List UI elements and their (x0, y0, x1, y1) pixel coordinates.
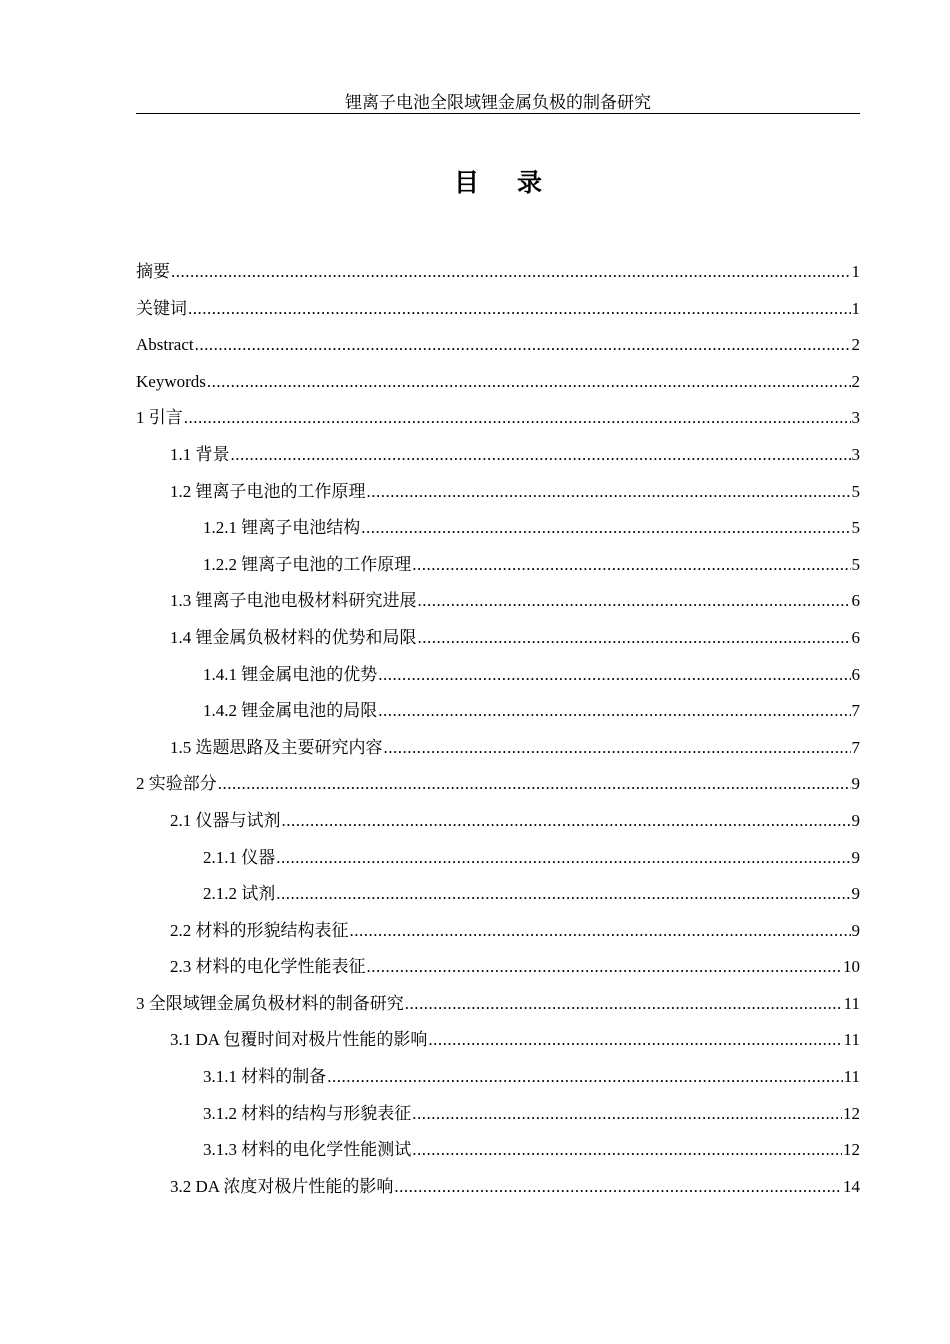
toc-entry[interactable] (136, 1096, 860, 1133)
toc-entry[interactable] (136, 583, 860, 620)
toc-entry-title: 2.1 仪器与试剂 (170, 810, 281, 830)
dot-leader (412, 547, 850, 584)
toc-entry-title: 1.5 选题思路及主要研究内容 (170, 737, 383, 757)
toc-entry[interactable] (136, 840, 860, 877)
toc-entry[interactable] (136, 1022, 860, 1059)
toc-entry[interactable] (136, 1059, 860, 1096)
toc-entry-page-number: 14 (843, 1176, 860, 1196)
toc-entry-page-number: 5 (851, 481, 860, 501)
toc-entry-title: 3.1.3 材料的电化学性能测试 (203, 1140, 412, 1160)
toc-entry-page-number: 2 (851, 335, 860, 355)
toc-entry-title: 2.2 材料的形貌结构表征 (170, 920, 349, 940)
toc-entry-title: 1.2.2 锂离子电池的工作原理 (203, 554, 412, 574)
table-of-contents (136, 254, 860, 1205)
dot-leader (207, 364, 851, 401)
toc-entry-title: 3.1 DA 包覆时间对极片性能的影响 (170, 1030, 428, 1050)
dot-leader (195, 327, 851, 364)
toc-entry-title: 2.1.1 仪器 (203, 847, 276, 867)
dot-leader (327, 1059, 842, 1096)
toc-entry-title: 摘要 (136, 262, 170, 281)
toc-entry-title: 2 实验部分 (136, 774, 217, 794)
dot-leader (418, 620, 851, 657)
toc-entry-title: 1.3 锂离子电池电极材料研究进展 (170, 591, 417, 611)
toc-entry[interactable] (136, 364, 860, 401)
toc-entry-title: 1.4.2 锂金属电池的局限 (203, 701, 378, 721)
toc-entry-page-number: 12 (843, 1103, 860, 1123)
toc-entry-title: 2.1.2 试剂 (203, 884, 276, 904)
toc-entry[interactable] (136, 547, 860, 584)
dot-leader (282, 803, 851, 840)
toc-entry-page-number: 9 (851, 774, 860, 794)
toc-entry[interactable] (136, 510, 860, 547)
toc-entry-title: 1.1 背景 (170, 444, 230, 464)
toc-entry-page-number: 3 (851, 444, 860, 464)
dot-leader (184, 400, 851, 437)
dot-leader (384, 730, 851, 767)
toc-entry-page-number: 6 (851, 627, 860, 647)
toc-entry-title: Keywords (136, 371, 206, 391)
dot-leader (218, 766, 851, 803)
dot-leader (412, 1096, 842, 1133)
dot-leader (428, 1022, 842, 1059)
toc-entry-page-number: 2 (851, 371, 860, 391)
toc-entry-page-number: 11 (843, 993, 860, 1013)
dot-leader (412, 1132, 842, 1169)
toc-entry[interactable] (136, 1169, 860, 1206)
header-rule (136, 113, 860, 114)
toc-entry-title: 3 全限域锂金属负极材料的制备研究 (136, 993, 404, 1013)
dot-leader (378, 657, 850, 694)
dot-leader (276, 840, 850, 877)
toc-entry-page-number: 9 (851, 884, 860, 904)
toc-entry-page-number: 6 (851, 664, 860, 684)
toc-entry[interactable] (136, 400, 860, 437)
dot-leader (188, 291, 851, 328)
toc-entry-title: 1.2.1 锂离子电池结构 (203, 518, 361, 538)
toc-entry[interactable] (136, 803, 860, 840)
toc-entry-title: 3.2 DA 浓度对极片性能的影响 (170, 1176, 394, 1196)
dot-leader (378, 693, 850, 730)
dot-leader (367, 474, 851, 511)
toc-entry[interactable] (136, 693, 860, 730)
toc-entry[interactable] (136, 254, 860, 291)
toc-entry[interactable] (136, 327, 860, 364)
toc-entry-page-number: 11 (843, 1067, 860, 1087)
toc-entry[interactable] (136, 1132, 860, 1169)
dot-leader (276, 876, 850, 913)
toc-entry-title: 1.2 锂离子电池的工作原理 (170, 481, 366, 501)
toc-entry-page-number: 10 (843, 957, 860, 977)
toc-entry-title: 1.4 锂金属负极材料的优势和局限 (170, 627, 417, 647)
toc-entry[interactable] (136, 913, 860, 950)
toc-entry-title: 3.1.1 材料的制备 (203, 1067, 327, 1087)
toc-entry-title: 1 引言 (136, 408, 183, 428)
toc-entry-page-number: 12 (843, 1140, 860, 1160)
toc-entry[interactable] (136, 986, 860, 1023)
dot-leader (361, 510, 850, 547)
toc-entry-page-number: 6 (851, 591, 860, 611)
toc-entry[interactable] (136, 766, 860, 803)
toc-entry-page-number: 9 (851, 847, 860, 867)
running-header: 锂离子电池全限域锂金属负极的制备研究 (345, 93, 651, 112)
dot-leader (394, 1169, 842, 1206)
toc-entry-page-number: 1 (851, 298, 860, 318)
toc-entry-title: Abstract (136, 335, 194, 355)
dot-leader (418, 583, 851, 620)
toc-entry[interactable] (136, 620, 860, 657)
toc-entry[interactable] (136, 291, 860, 328)
dot-leader (350, 913, 851, 950)
toc-entry-page-number: 3 (851, 408, 860, 428)
toc-entry-page-number: 11 (843, 1030, 860, 1050)
toc-entry[interactable] (136, 657, 860, 694)
toc-entry[interactable] (136, 876, 860, 913)
toc-entry-title: 2.3 材料的电化学性能表征 (170, 957, 366, 977)
toc-entry[interactable] (136, 949, 860, 986)
toc-entry-page-number: 5 (851, 554, 860, 574)
toc-entry-page-number: 9 (851, 920, 860, 940)
toc-entry-page-number: 1 (851, 262, 860, 281)
toc-entry-page-number: 7 (851, 701, 860, 721)
dot-leader (171, 254, 851, 291)
toc-entry-page-number: 7 (851, 737, 860, 757)
toc-entry[interactable] (136, 437, 860, 474)
toc-entry-title: 1.4.1 锂金属电池的优势 (203, 664, 378, 684)
toc-entry-page-number: 9 (851, 810, 860, 830)
toc-entry-title: 关键词 (136, 298, 187, 318)
toc-title: 目录 (453, 168, 580, 197)
toc-entry-page-number: 5 (851, 518, 860, 538)
toc-entry-title: 3.1.2 材料的结构与形貌表征 (203, 1103, 412, 1123)
dot-leader (405, 986, 843, 1023)
toc-entry[interactable] (136, 730, 860, 767)
dot-leader (231, 437, 851, 474)
dot-leader (367, 949, 843, 986)
toc-entry[interactable] (136, 474, 860, 511)
